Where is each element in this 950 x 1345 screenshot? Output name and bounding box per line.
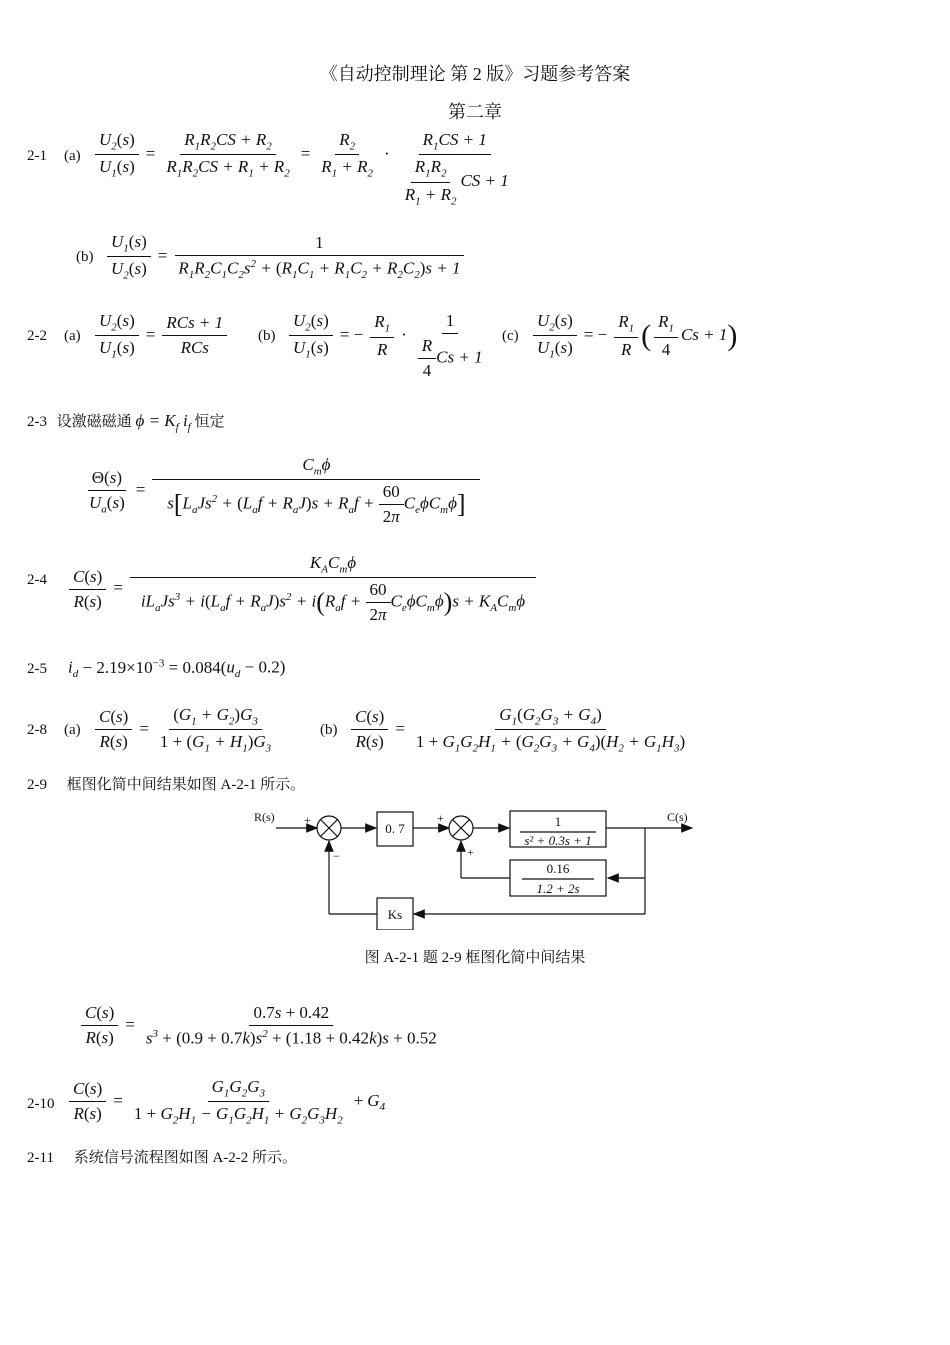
equation-2-4: $\frac{C(s)}{R(s)}$ = $K_AC_m\phi$ $iL_aJs^3 + i(L_af + R_aJ)s^2 + i(R_af$ + $\frac{60}{2\pi}$ $C_e\phi C_m\phi)s + K_AC_m\phi$: [66, 553, 539, 625]
part-label-a: (a): [64, 328, 81, 344]
problem-label-2-10: 2-10: [27, 1096, 55, 1112]
equation-2-8a: $\frac{C(s)}{R(s)}$ = $\frac{(G_1 + G_2)G_3}{1 + (G_1 + H_1)G_3}$: [92, 705, 278, 755]
equation-2-3: $\frac{\Theta(s)}{U_a(s)}$ = $C_m\phi$ $s[L_aJs^2 + (L_af + R_aJ)s + R_af$ + $\frac{60}{2\pi}$ $C_e\phi C_m\phi$]: [82, 455, 483, 527]
equation-2-2c: $\frac{U_2(s)}{U_1(s)}$ = − $\frac{R_1}{R}$ ( $\frac{R_1}{4}$ Cs + 1): [530, 311, 737, 361]
plant-numerator: 1: [554, 814, 562, 829]
figure-caption: 图 A-2-1 题 2-9 框图化简中间结果: [364, 950, 586, 966]
problem-label-2-8: 2-8: [27, 722, 47, 738]
part-label-a: (a): [64, 148, 81, 164]
equation-2-5: $i_d - 2.19\times 10^{-3} = 0.084(u_d - 0.2)$: [68, 657, 286, 681]
plant-denominator: s² + 0.3s + 1: [524, 833, 592, 848]
output-label: C(s): [667, 810, 688, 824]
feedback-gain-value: Ks: [387, 907, 403, 922]
sign-minus-1: −: [333, 849, 340, 863]
problem-2-3-line: [27, 410, 225, 433]
inner-feedback-numerator: 0.16: [546, 861, 570, 876]
equation-2-10: $\frac{C(s)}{R(s)}$ = $\frac{G_1G_2G_3}{1 + G_2H_1 - G_1G_2H_1 + G_2G_3H_2}$ + $G_4$: [66, 1077, 385, 1127]
equation-2-1a: $\frac{U_2(s)}{U_1(s)}$ = $\frac{R_1R_2CS + R_2}{R_1R_2CS + R_1 + R_2}$ = $\frac{R_2}{R_1 + R_2}$ · $R_1CS + 1$ $\frac{R_1R_2}{R_1 + R_2}$ CS + 1: [92, 130, 516, 207]
chapter-heading: 第二章: [448, 102, 502, 122]
problem-label-2-4: 2-4: [27, 572, 47, 588]
equation-2-9-result: $\frac{C(s)}{R(s)}$ = $\frac{0.7s + 0.42}{s^3 + (0.9 + 0.7k)s^2 + (1.18 + 0.42k)s + 0.52}$: [78, 1003, 444, 1049]
part-label-b: (b): [76, 249, 94, 265]
document-title: 《自动控制理论 第 2 版》习题参考答案: [319, 64, 631, 84]
equation-2-1b: $\frac{U_1(s)}{U_2(s)}$ = $\frac{1}{R_1R_2C_1C_2s^2 + (R_1C_1 + R_1C_2 + R_2C_2)s + 1}$: [104, 232, 468, 282]
problem-label-2-1: 2-1: [27, 148, 47, 164]
equation-2-2a: $\frac{U_2(s)}{U_1(s)}$ = $\frac{\text{RCs + 1}}{\text{RCs}}$: [92, 311, 230, 361]
problem-2-11-line: [27, 1146, 297, 1167]
part-label-c: (c): [502, 328, 519, 344]
problem-2-3-text-after: 恒定: [194, 414, 225, 430]
gain-value: 0. 7: [385, 821, 405, 836]
problem-label-2-2: 2-2: [27, 328, 47, 344]
input-label: R(s): [254, 810, 275, 824]
flux-expression: $\phi = K_f$ $i_f$: [135, 411, 191, 434]
sign-plus-3: +: [467, 845, 474, 859]
sign-plus-1: +: [304, 813, 311, 827]
sign-plus-2: +: [437, 811, 444, 825]
part-label-b: (b): [320, 722, 338, 738]
problem-2-9-text: 框图化简中间结果如图 A-2-1 所示。: [66, 777, 306, 793]
problem-label-2-9: 2-9: [27, 777, 47, 793]
part-label-a: (a): [64, 722, 81, 738]
part-label-b: (b): [258, 328, 276, 344]
problem-2-9-line: [27, 773, 305, 794]
problem-label-2-3: 2-3: [27, 414, 47, 430]
block-diagram: [240, 800, 710, 930]
problem-label-2-11: 2-11: [27, 1150, 54, 1166]
equation-2-8b: $\frac{C(s)}{R(s)}$ = $\frac{G_1(G_2G_3 + G_4)}{1 + G_1G_2H_1 + (G_2G_3 + G_4)(H_2 + G_1H_3)}$: [348, 705, 692, 755]
inner-feedback-denominator: 1.2 + 2s: [536, 881, 580, 896]
problem-2-3-text-before: 设激磁磁通: [56, 414, 132, 430]
problem-2-11-text: 系统信号流程图如图 A-2-2 所示。: [73, 1150, 298, 1166]
equation-2-2b: $\frac{U_2(s)}{U_1(s)}$ = − $\frac{R_1}{R}$ · 1 $\frac{R}{4}$ Cs + 1: [286, 311, 490, 381]
problem-label-2-5: 2-5: [27, 661, 47, 677]
